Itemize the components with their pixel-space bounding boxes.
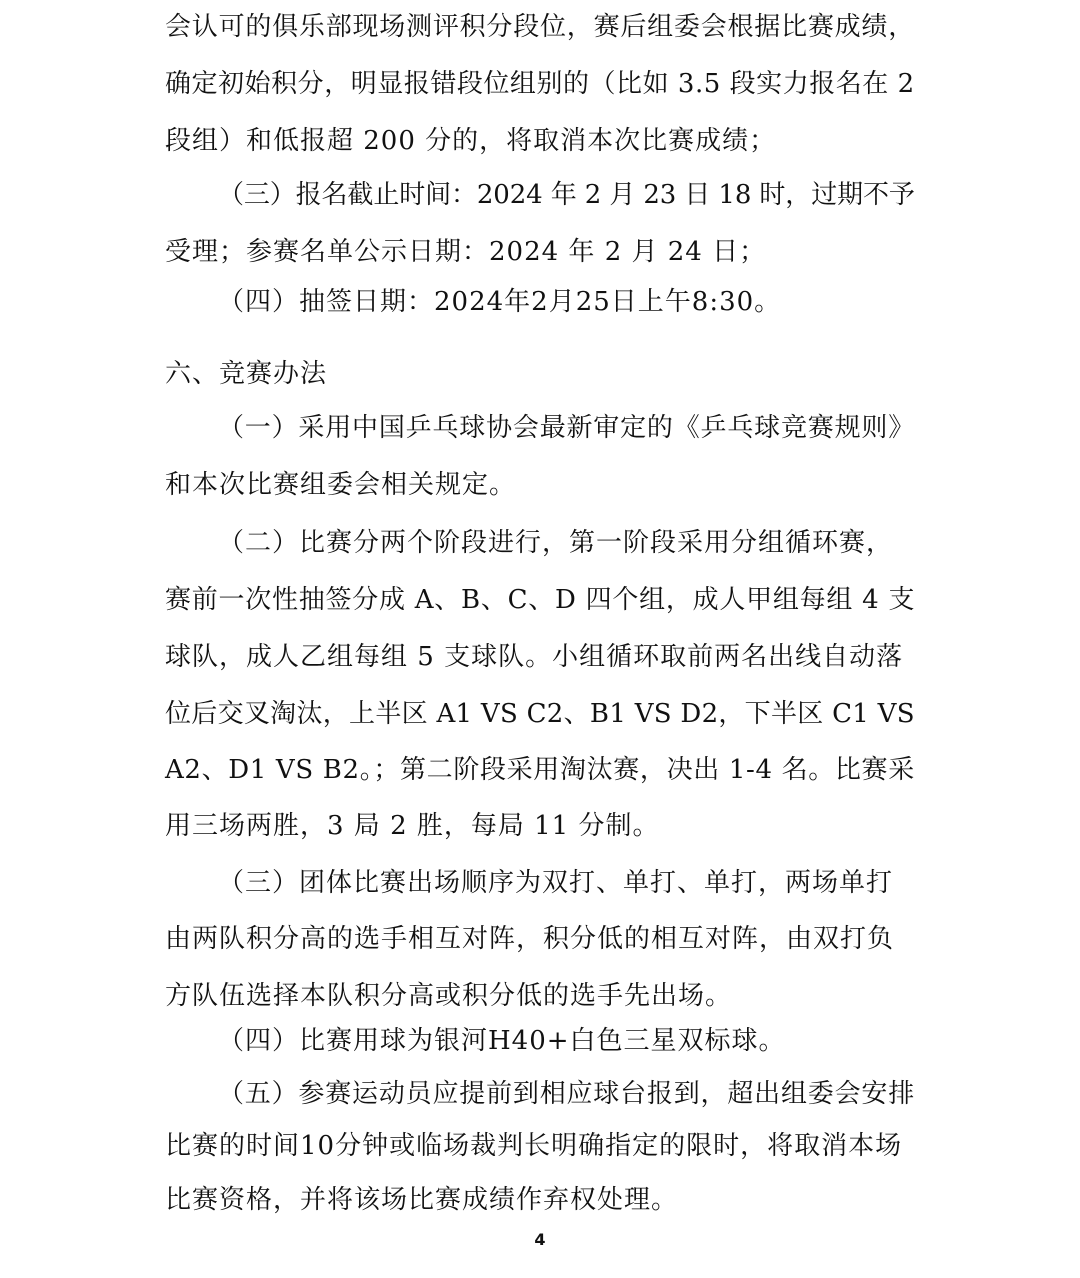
page-number: 4 [534,1230,546,1249]
text-line: （三）报名截止时间：2024 年 2 月 23 日 18 时，过期不予 [218,180,915,210]
text-line: （一）采用中国乒乓球协会最新审定的《乒乓球竞赛规则》 [218,413,916,443]
text-line: 比赛的时间10分钟或临场裁判长明确指定的限时，将取消本场 [165,1131,903,1161]
text-line: 方队伍选择本队积分高或积分低的选手先出场。 [165,981,733,1011]
text-line: （四）抽签日期：2024年2月25日上午8:30。 [218,287,782,317]
text-line: 和本次比赛组委会相关规定。 [165,470,517,500]
text-line: 位后交叉淘汰，上半区 A1 VS C2、B1 VS D2，下半区 C1 VS [165,699,915,729]
text-line: （三）团体比赛出场顺序为双打、单打、单打，两场单打 [218,868,894,898]
text-line: 用三场两胜，3 局 2 胜，每局 11 分制。 [165,811,660,841]
section-heading: 六、竞赛办法 [165,359,328,389]
text-line: 段组）和低报超 200 分的，将取消本次比赛成绩； [165,126,777,156]
text-line: （四）比赛用球为银河H40+白色三星双标球。 [218,1026,786,1056]
text-line: （二）比赛分两个阶段进行，第一阶段采用分组循环赛， [218,528,894,558]
text-line: 确定初始积分，明显报错段位组别的（比如 3.5 段实力报名在 2 [165,69,915,99]
text-line: 由两队积分高的选手相互对阵，积分低的相互对阵，由双打负 [165,924,895,954]
text-line: 会认可的俱乐部现场测评积分段位，赛后组委会根据比赛成绩， [165,12,916,42]
text-line: A2、D1 VS B2。；第二阶段采用淘汰赛，决出 1-4 名。比赛采 [165,755,915,785]
text-line: 受理；参赛名单公示日期：2024 年 2 月 24 日； [165,237,767,267]
text-line: 球队，成人乙组每组 5 支球队。小组循环取前两名出线自动落 [165,642,904,672]
text-line: 赛前一次性抽签分成 A、B、C、D 四个组，成人甲组每组 4 支 [165,585,916,615]
text-line: 比赛资格，并将该场比赛成绩作弃权处理。 [165,1185,679,1215]
text-line: （五）参赛运动员应提前到相应球台报到，超出组委会安排 [218,1079,916,1109]
